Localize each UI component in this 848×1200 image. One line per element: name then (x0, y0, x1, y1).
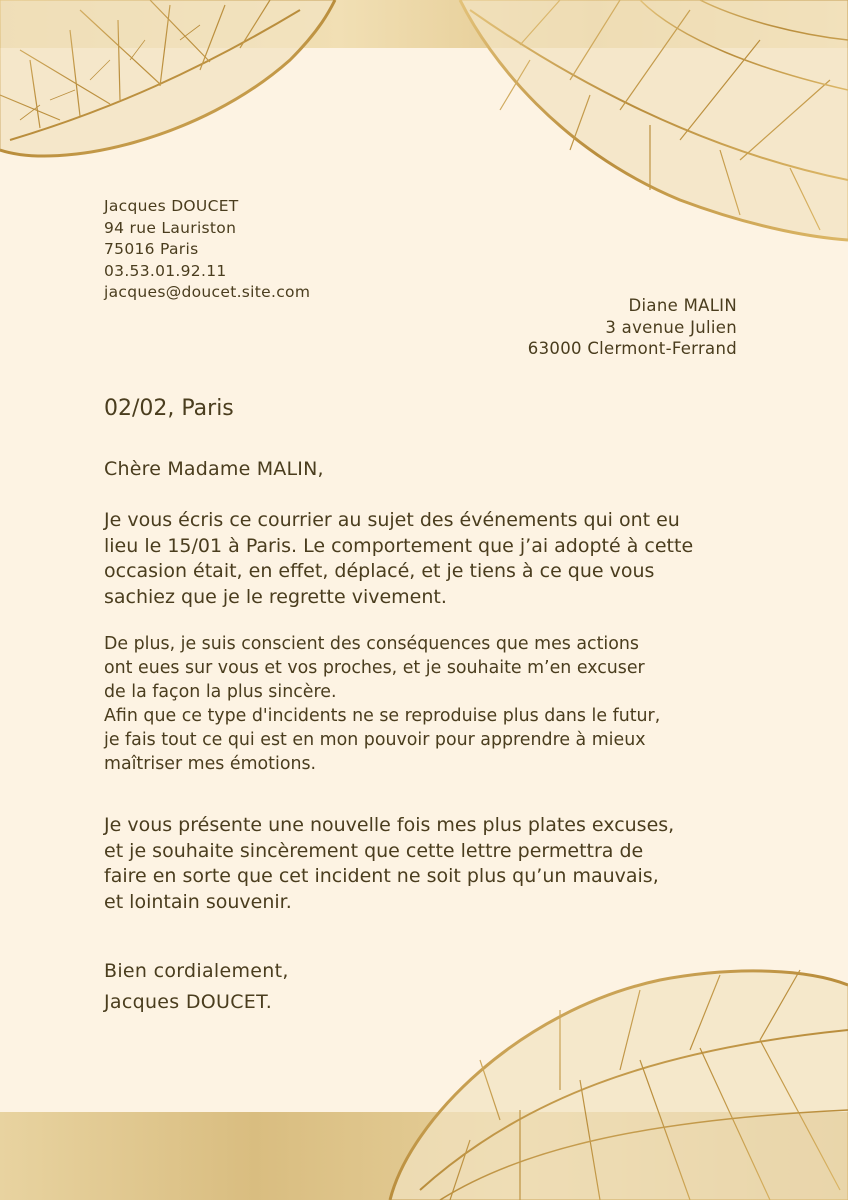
sender-name: Jacques DOUCET (104, 197, 239, 215)
letter-paragraph-2 (104, 632, 754, 776)
paragraph-line: je fais tout ce qui est en mon pouvoir pour apprendre à mieux (104, 730, 646, 750)
greeting: Chère Madame MALIN, (104, 458, 324, 480)
paragraph-line: occasion était, en effet, déplacé, et je tiens à ce que vous (104, 560, 655, 582)
paragraph-line: De plus, je suis conscient des conséquences que mes actions (104, 634, 639, 654)
signature: Jacques DOUCET. (104, 991, 273, 1013)
paragraph-line: maîtriser mes émotions. (104, 754, 317, 774)
letter-paragraph-1 (104, 508, 754, 610)
closing-salutation: Bien cordialement, (104, 960, 289, 982)
sender-address-block (104, 196, 310, 304)
paragraph-line: ont eues sur vous et vos proches, et je souhaite m’en excuser (104, 658, 645, 678)
recipient-street: 3 avenue Julien (605, 317, 737, 337)
date-place: 02/02, Paris (104, 396, 234, 421)
paragraph-line: sachiez que je le regrette vivement. (104, 585, 447, 608)
paragraph-line: et je souhaite sincèrement que cette lettre permettra de (104, 839, 644, 862)
sender-city: 75016 Paris (104, 240, 199, 258)
recipient-city: 63000 Clermont-Ferrand (527, 339, 737, 358)
sender-street: 94 rue Lauriston (104, 218, 237, 237)
sender-email: jacques@doucet.site.com (104, 283, 311, 301)
paragraph-line: Je vous présente une nouvelle fois mes plus plates excuses, (104, 814, 675, 836)
paragraph-line: de la façon la plus sincère. (104, 682, 337, 702)
paragraph-line: Je vous écris ce courrier au sujet des événements qui ont eu (104, 509, 680, 531)
paragraph-line: Afin que ce type d'incidents ne se reproduise plus dans le futur, (104, 706, 661, 726)
letter-paragraph-3 (104, 813, 754, 915)
paragraph-line: faire en sorte que cet incident ne soit plus qu’un mauvais, (104, 865, 659, 887)
closing-block (104, 956, 289, 1018)
sender-phone: 03.53.01.92.11 (104, 261, 227, 280)
bottom-gold-band (0, 1112, 848, 1200)
paragraph-line: et lointain souvenir. (104, 890, 292, 913)
paragraph-line: lieu le 15/01 à Paris. Le comportement que j’ai adopté à cette (104, 534, 694, 557)
top-gold-band (0, 0, 848, 48)
recipient-address-block (528, 295, 737, 360)
recipient-name: Diane MALIN (628, 296, 737, 315)
